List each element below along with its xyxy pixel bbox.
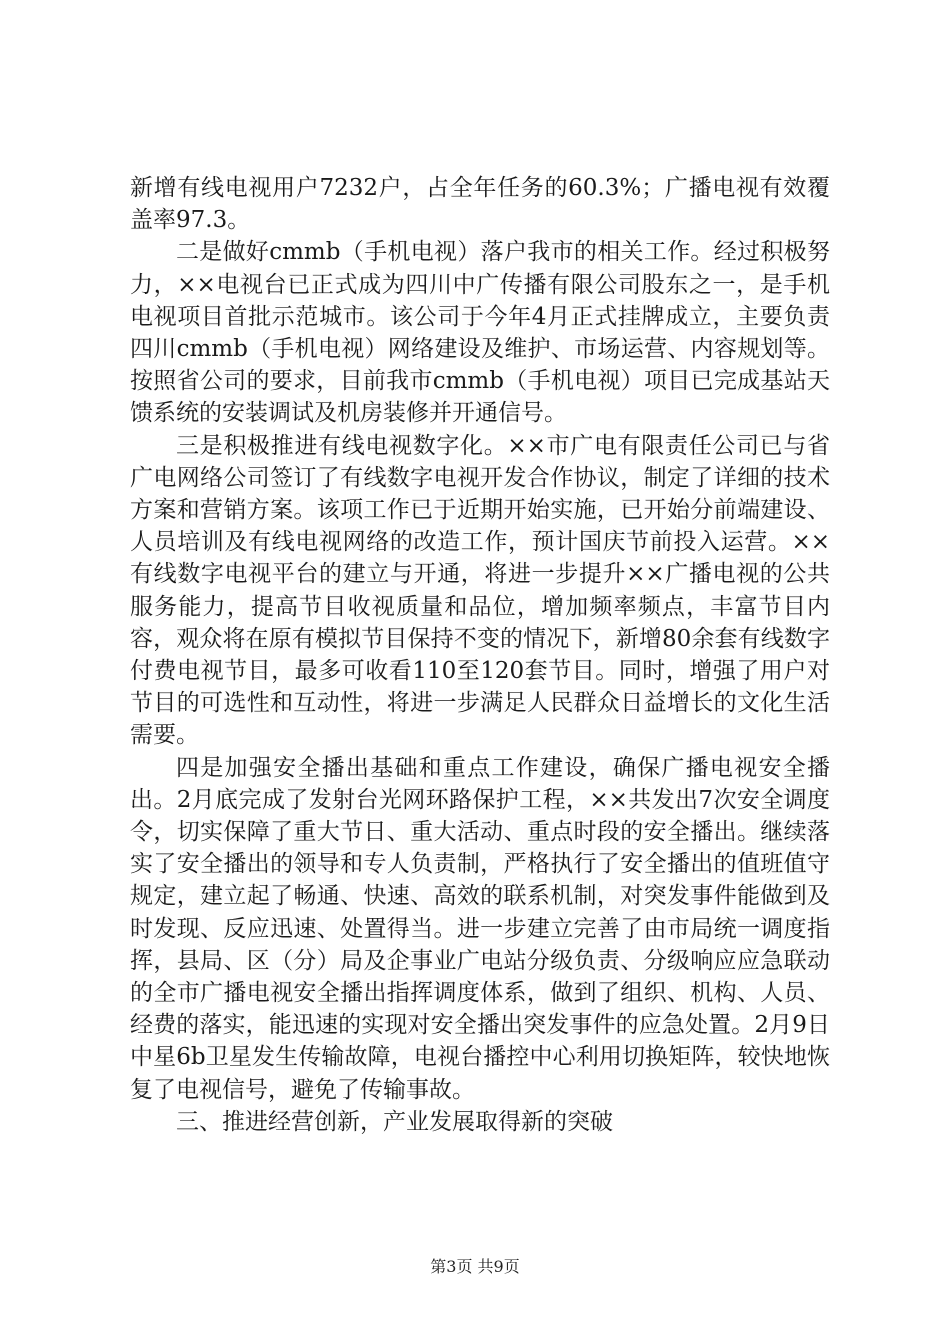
page-footer: 第3页 共9页 xyxy=(430,1257,520,1276)
paragraph-safe-broadcast: 四是加强安全播出基础和重点工作建设，确保广播电视安全播出。2月底完成了发射台光网环路保护工程，××共发出7次安全调度令，切实保障了重大节日、重大活动、重点时段的安全播出。继续落实了安全播出的领导和专人负责制，严格执行了安全播出的值班值守规定，建立起了畅通、快速、高效的联系机制，对突发事件能做到及时发现、反应迅速、处置得当。进一步建立完善了由市局统一调度指挥，县局、区（分）局及企事业广电站分级负责、分级响应应急联动的全市广播电视安全播出指挥调度体系，做到了组织、机构、人员、经费的落实，能迅速的实现对安全播出突发事件的应急处置。2月9日中星6b卫星发生传输故障，电视台播控中心利用切换矩阵，较快地恢复了电视信号，避免了传输事故。 xyxy=(130,754,830,1103)
paragraph-continuation: 新增有线电视用户7232户，占全年任务的60.3%；广播电视有效覆盖率97.3。 xyxy=(130,175,830,234)
paragraph-digital-tv: 三是积极推进有线电视数字化。××市广电有限责任公司已与省广电网络公司签订了有线数字电视开发合作协议，制定了详细的技术方案和营销方案。该项工作已于近期开始实施，已开始分前端建设、人员培训及有线电视网络的改造工作，预计国庆节前投入运营。××有线数字电视平台的建立与开通，将进一步提升××广播电视的公共服务能力，提高节目收视质量和品位，增加频率频点，丰富节目内容，观众将在原有模拟节目保持不变的情况下，新增80余套有线数字付费电视节目，最多可收看110至120套节目。同时，增强了用户对节目的可选性和互动性，将进一步满足人民群众日益增长的文化生活需要。 xyxy=(130,432,830,749)
document-body xyxy=(130,172,830,1138)
section-heading: 三、推进经营创新，产业发展取得新的突破 xyxy=(176,1108,613,1135)
paragraph-cmmb: 二是做好cmmb（手机电视）落户我市的相关工作。经过积极努力，××电视台已正式成为四川中广传播有限公司股东之一，是手机电视项目首批示范城市。该公司于今年4月正式挂牌成立，主要负责四川cmmb（手机电视）网络建设及维护、市场运营、内容规划等。按照省公司的要求，目前我市cmmb（手机电视）项目已完成基站天馈系统的安装调试及机房装修并开通信号。 xyxy=(130,239,830,427)
